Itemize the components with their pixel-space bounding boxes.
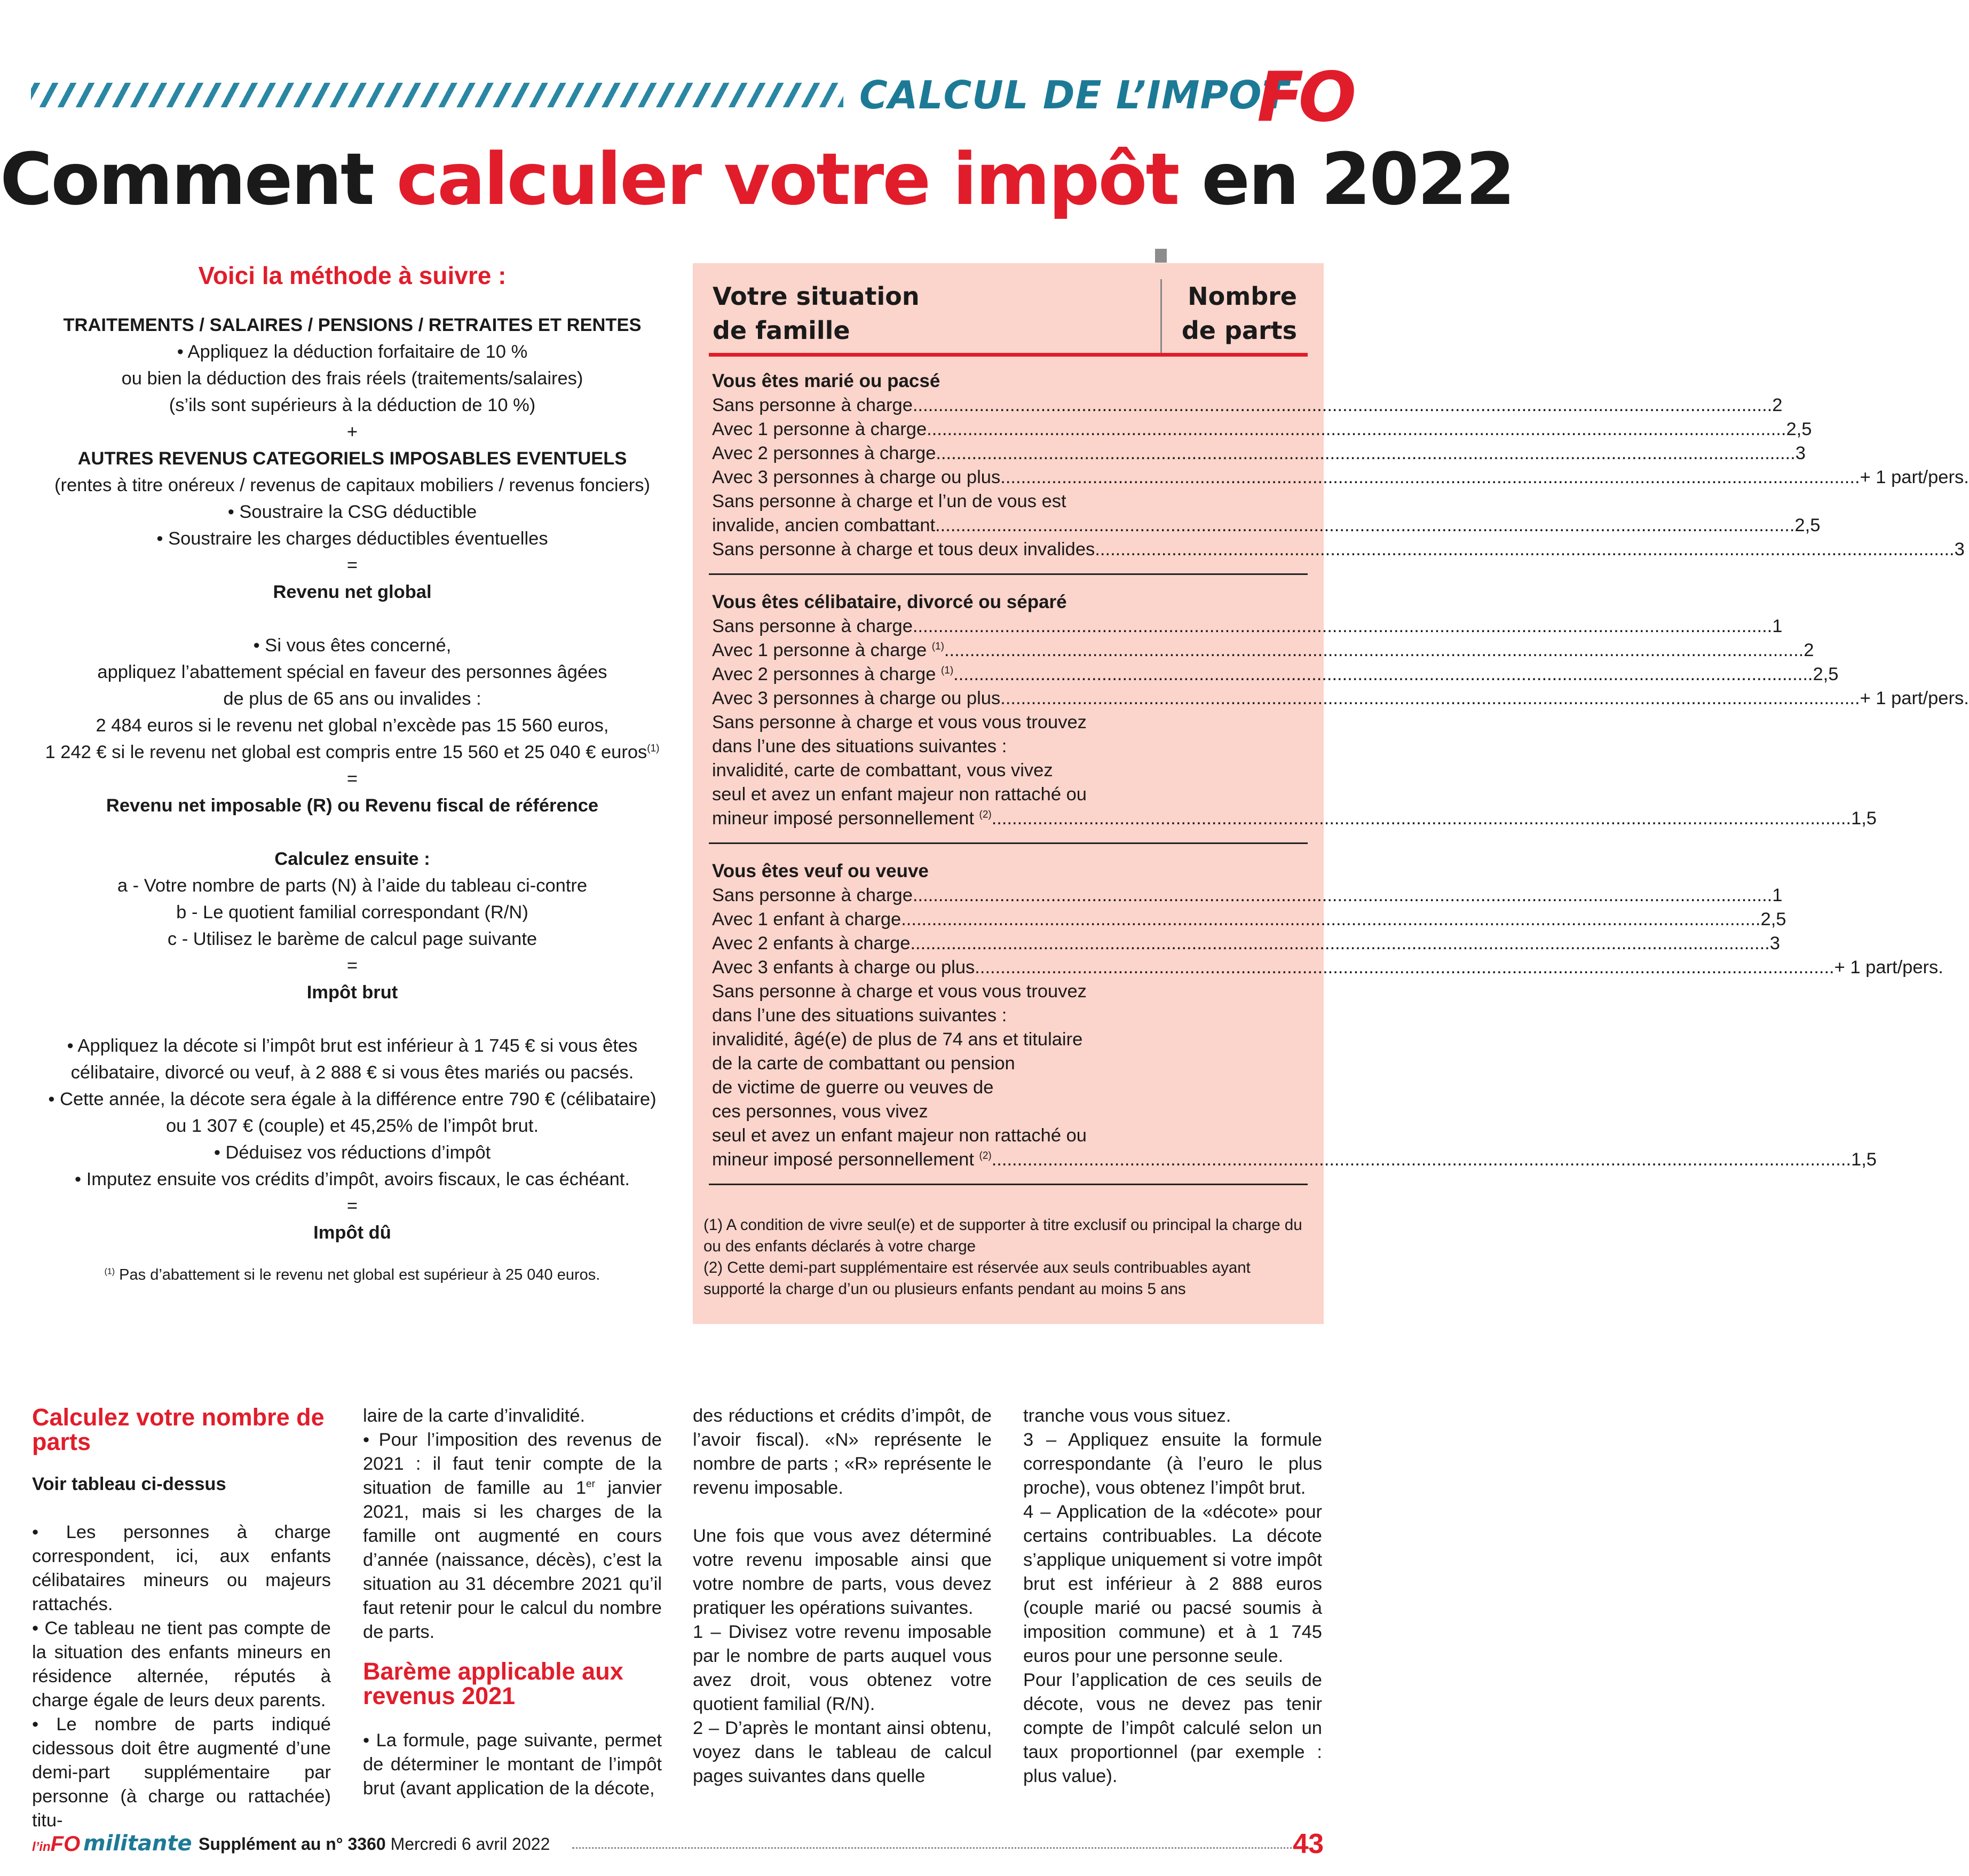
method-line: TRAITEMENTS / SALAIRES / PENSIONS / RETRAITES ET RENTES (63, 315, 642, 335)
militante-wordmark: militante (83, 1831, 192, 1856)
row-label: Avec 2 enfants à charge (712, 933, 911, 953)
section-label: CALCUL DE L’IMPOT (859, 73, 1289, 117)
table-header-situation: Votre situation de famille (713, 282, 920, 345)
method-line: b - Le quotient familial correspondant (R/N) (176, 902, 528, 923)
article-subheading: Barème applicable aux revenus 2021 (363, 1658, 623, 1709)
page-footer (32, 1828, 1324, 1863)
article-paragraph: Une fois que vous avez déterminé votre revenu imposable ainsi que votre nombre de parts, vous devez pratiquer les opérations suivantes. (693, 1526, 992, 1618)
method-operator: = (346, 956, 358, 976)
row-label-line: seul et avez un enfant majeur non rattaché ou (712, 784, 1087, 805)
article-paragraph: laire de la carte d’invalidité. (363, 1406, 586, 1426)
method-line: ou 1 307 € (couple) et 45,25% de l’impôt brut. (165, 1116, 539, 1136)
row-label: Avec 1 personne à charge $^{(1)}$ (712, 640, 944, 660)
method-line: ou bien la déduction des frais réels (traitements/salaires) (121, 368, 583, 389)
method-line-text: 1 242 € si le revenu net global est compris entre 15 560 et 25 040 € euros (45, 742, 647, 762)
table-footnote: (2) Cette demi-part supplémentaire est réservée aux seuls contribuables ayant supporté la charge d’un ou plusieurs enfants pendant au moins 5 ans (703, 1259, 1251, 1298)
row-label: mineur imposé personnellement $^{(2)}$ (712, 808, 992, 829)
row-label-line: invalidité, âgé(e) de plus de 74 ans et titulaire (712, 1029, 1083, 1050)
article-subtitle: Voir tableau ci-dessus (32, 1474, 226, 1494)
table-row (712, 687, 1969, 711)
row-label: Avec 3 enfants à charge ou plus (712, 957, 975, 978)
table-header-rule (709, 353, 1308, 357)
method-line: 2 484 euros si le revenu net global n’excède pas 15 560 euros, (96, 715, 609, 736)
row-label-line: ces personnes, vous vivez (712, 1101, 928, 1122)
row-label: Avec 3 personnes à charge ou plus (712, 688, 1001, 708)
method-operator: = (346, 1196, 358, 1216)
footnote-ref: (2) (979, 1150, 992, 1162)
article-paragraph: des réductions et crédits d’impôt, de l’avoir fiscal). «N» représente le nombre de parts ; «R» représente le revenu imposable. (693, 1406, 992, 1498)
row-label-line: dans l’une des situations suivantes : (712, 1005, 1007, 1026)
row-label: Sans personne à charge (712, 885, 913, 905)
article-paragraph: tranche vous vous situez. (1023, 1406, 1231, 1426)
article-paragraph: • Le nombre de parts indiqué cidessous doit être augmenté d’une demi-part supplémentaire par personne (à charge ou rattachée) titu- (32, 1714, 331, 1831)
table-header-divider (1160, 279, 1162, 357)
method-section (32, 261, 673, 1286)
row-value: 3 (1795, 443, 1806, 463)
row-label-line: Sans personne à charge et l’un de vous est (712, 491, 1066, 511)
method-result: Impôt brut (306, 982, 398, 1003)
table-row (712, 417, 1812, 442)
article-paragraph: 1 – Divisez votre revenu imposable par le nombre de parts auquel vous avez droit, vous obtenez votre quotient familial (R/N). (693, 1622, 992, 1714)
table-row (712, 639, 1814, 663)
row-label: Avec 2 personnes à charge (712, 443, 936, 463)
group-title: Vous êtes célibataire, divorcé ou séparé (712, 592, 1067, 612)
row-label-line: dans l’une des situations suivantes : (712, 736, 1007, 756)
method-line: • Appliquez la décote si l’impôt brut est inférieur à 1 745 € si vous êtes (67, 1036, 638, 1056)
article-column-3 (693, 1404, 992, 1788)
table-row (712, 1148, 1877, 1172)
row-value: 2,5 (1760, 909, 1786, 929)
row-label-line: Sans personne à charge et vous vous trouvez (712, 981, 1087, 1002)
table-row (712, 538, 1965, 562)
method-operator: + (346, 422, 358, 442)
row-label: Avec 3 personnes à charge ou plus (712, 467, 1001, 487)
group-widow (709, 859, 1943, 1185)
row-label-line: de victime de guerre ou veuves de (712, 1077, 994, 1098)
method-line: • Si vous êtes concerné, (253, 635, 452, 656)
row-label-line: invalidité, carte de combattant, vous vivez (712, 760, 1053, 781)
method-line: (rentes à titre onéreux / revenus de capitaux mobiliers / revenus fonciers) (54, 475, 651, 495)
method-heading: Voici la méthode à suivre : (198, 262, 507, 289)
table-row (712, 807, 1877, 831)
method-line (32, 739, 673, 766)
row-label-line: de la carte de combattant ou pension (712, 1053, 1015, 1074)
article-column-2 (363, 1404, 662, 1801)
row-label-line: seul et avez un enfant majeur non rattaché ou (712, 1125, 1087, 1146)
method-line: (s’ils sont supérieurs à la déduction de 10 %) (169, 395, 536, 415)
row-value: 2,5 (1786, 419, 1812, 439)
table-row (712, 614, 1783, 639)
group-title: Vous êtes marié ou pacsé (712, 371, 940, 391)
method-line: • Soustraire la CSG déductible (227, 502, 477, 522)
row-value: 1,5 (1851, 1149, 1877, 1170)
row-value: + 1 part/pers. (1834, 957, 1943, 978)
footnote-ref: (1) (104, 1267, 115, 1276)
table-row (712, 884, 1783, 908)
method-line: • Déduisez vos réductions d’impôt (213, 1142, 491, 1163)
footnote-ref: (1) (647, 743, 660, 754)
method-operator: = (346, 555, 358, 576)
article-paragraph: 4 – Application de la «décote» pour certains contribuables. La décote s’applique uniquement si votre impôt brut est inférieur à 2 888 euros (couple marié ou pacsé soumis à imposition commune) et à 1 745 euros pour une personne seule. (1023, 1502, 1322, 1666)
footnote-ref: (1) (940, 665, 954, 676)
infofo-logo: l’inFO (32, 1832, 81, 1856)
table-header-parts: Nombre de parts (1181, 282, 1297, 345)
table-row (712, 932, 1780, 956)
row-value: + 1 part/pers. (1860, 688, 1969, 708)
method-operator: = (346, 769, 358, 789)
method-line: • Imputez ensuite vos crédits d’impôt, avoirs fiscaux, le cas échéant. (75, 1169, 630, 1189)
group-title: Vous êtes veuf ou veuve (712, 861, 929, 881)
row-value: 1 (1772, 885, 1783, 905)
row-label-line: Sans personne à charge et vous vous trouvez (712, 712, 1087, 732)
article-paragraph: • Ce tableau ne tient pas compte de la situation des enfants mineurs en résidence alternée, réputés à charge égale de leurs deux parents. (32, 1618, 331, 1711)
article-paragraph: 2 – D’après le montant ainsi obtenu, voyez dans le tableau de calcul pages suivantes dans quelle (693, 1718, 992, 1786)
row-value: 3 (1954, 539, 1965, 559)
article-subheading: Calculez votre nombre de parts (32, 1404, 325, 1455)
row-label: Avec 1 personne à charge (712, 419, 927, 439)
method-line: • Soustraire les charges déductibles éventuelles (156, 529, 548, 549)
footnote-ref: (1) (931, 641, 944, 652)
table-row (712, 393, 1783, 417)
method-result: Revenu net imposable (R) ou Revenu fiscal de référence (106, 795, 599, 816)
row-value: + 1 part/pers. (1860, 467, 1969, 487)
table-row (712, 663, 1839, 687)
row-value: 2,5 (1813, 664, 1839, 684)
row-label: Avec 1 enfant à charge (712, 909, 902, 929)
table-row (712, 442, 1806, 466)
article-column-1 (32, 1405, 331, 1833)
method-line: AUTRES REVENUS CATEGORIELS IMPOSABLES EVENTUELS (77, 448, 627, 469)
table-row (712, 956, 1943, 980)
footer-dotted-rule (572, 1847, 1309, 1849)
row-value: 2 (1772, 395, 1783, 415)
footnote-ref: (2) (979, 809, 992, 821)
row-value: 1 (1772, 616, 1783, 636)
row-value: 1,5 (1851, 808, 1877, 829)
row-value: 3 (1769, 933, 1780, 953)
table-row (712, 514, 1821, 538)
table-row (712, 466, 1969, 490)
method-result: Impôt dû (313, 1223, 391, 1243)
row-label: Sans personne à charge et tous deux invalides (712, 539, 1095, 559)
row-label: invalide, ancien combattant (712, 515, 936, 535)
title-part-3: en 2022 (1178, 138, 1514, 221)
decorative-stripes (31, 83, 843, 107)
footnote-text: Pas d’abattement si le revenu net global est supérieur à 25 040 euros. (115, 1266, 600, 1283)
article-paragraph: Pour l’application de ces seuils de décote, vous ne devez pas tenir compte de l’impôt calculé selon un taux proportionnel (par exemple : plus value). (1023, 1670, 1322, 1786)
row-label: Sans personne à charge (712, 616, 913, 636)
table-row (712, 908, 1786, 932)
article-paragraph: • La formule, page suivante, permet de déterminer le montant de l’impôt brut (avant application de la décote, (363, 1730, 662, 1799)
article-paragraph: • Les personnes à charge correspondent, ici, aux enfants célibataires mineurs ou majeurs rattachés. (32, 1522, 331, 1614)
group-single (709, 590, 1969, 844)
method-line: • Appliquez la déduction forfaitaire de 10 % (177, 342, 528, 362)
row-label: mineur imposé personnellement $^{(2)}$ (712, 1149, 992, 1170)
family-parts-table (693, 263, 1969, 1324)
article-paragraph: • Pour l’imposition des revenus de 2021 : il faut tenir compte de la situation de famille au 1er janvier 2021, mais si les charges de la famille ont augmenté en cours d’année (naissance, décès), c’est la situation au 31 décembre 2021 qu’il faut retenir pour le calcul du nombre de parts. (363, 1430, 662, 1642)
row-value: 2,5 (1794, 515, 1821, 535)
method-line: • Cette année, la décote sera égale à la différence entre 790 € (célibataire) (48, 1089, 657, 1109)
title-part-1: Comment (0, 138, 397, 221)
tab-marker (1155, 249, 1167, 263)
method-result: Revenu net global (273, 582, 432, 602)
page-title (0, 138, 1514, 221)
row-label: Sans personne à charge (712, 395, 913, 415)
method-line: c - Utilisez le barème de calcul page suivante (167, 929, 537, 949)
method-line: de plus de 65 ans ou invalides : (223, 689, 481, 709)
page-number: 43 (1293, 1828, 1324, 1859)
method-line: a - Votre nombre de parts (N) à l’aide du tableau ci-contre (117, 876, 588, 896)
fo-logo: FO (1257, 58, 1351, 137)
method-line: célibataire, divorcé ou veuf, à 2 888 € si vous êtes mariés ou pacsés. (70, 1062, 634, 1083)
method-footnote (32, 1264, 673, 1286)
article-paragraph: 3 – Appliquez ensuite la formule correspondante (à l’euro le plus proche), vous obtenez l’impôt brut. (1023, 1430, 1322, 1498)
table-footnotes (703, 1215, 1312, 1300)
group-married (709, 369, 1969, 575)
row-label: Avec 2 personnes à charge $^{(1)}$ (712, 664, 954, 684)
issue-info: Supplément au n° 3360 Mercredi 6 avril 2022 (199, 1834, 550, 1854)
article-column-4 (1023, 1404, 1322, 1788)
method-line: Calculez ensuite : (274, 849, 430, 869)
ordinal-sup: er (586, 1478, 595, 1490)
title-part-2: calculer votre impôt (396, 138, 1179, 221)
table-footnote: (1) A condition de vivre seul(e) et de supporter à titre exclusif ou principal la charge du ou des enfants déclarés à votre charge (703, 1216, 1302, 1255)
row-value: 2 (1804, 640, 1814, 660)
method-line: appliquez l’abattement spécial en faveur des personnes âgées (97, 662, 607, 682)
